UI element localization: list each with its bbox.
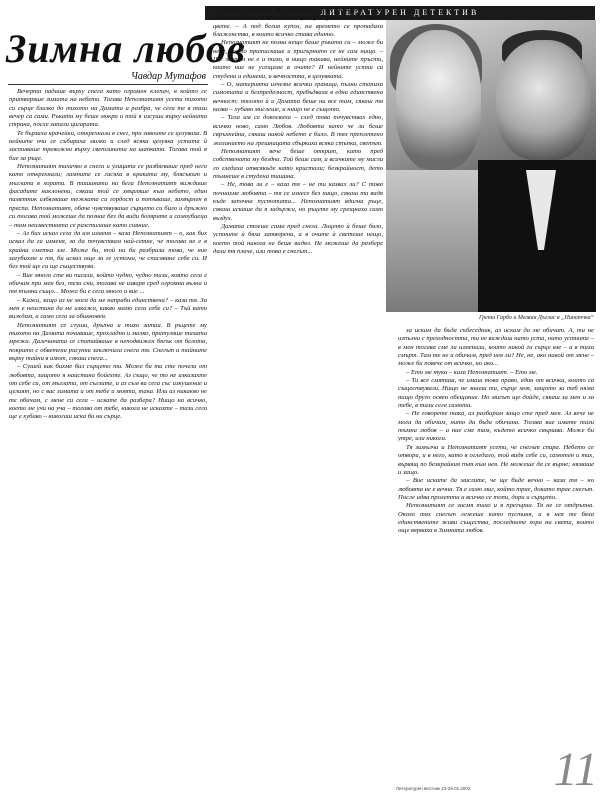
paragraph: Дамата стоеше сама пред снега. Лицето ѝ беше бяло, устните ѝ бяха затворени, а в очите ѝ светеше нещо, което той никога не беше видял. Не можеше да разбере дали тя плаче, или това е снегът...: [213, 222, 383, 255]
paragraph: Те бързаха крачейки, открехнали в снег, при завоите се целуваха. В нейните очи се събираха малко и след всяка целувка устата й застиваше тревожни върху светлината на шапката. Тогава той я бие за ръце.: [9, 129, 207, 162]
paragraph: – Кажи, защо аз не мога да ме напраби единствена? – каза тя. За мен е неистина да ме изкажа, какво мамо сега себе си? – Тъй като виждам, а само сега за обикновен.: [9, 296, 207, 321]
text-column-2: [213, 6, 383, 794]
photo-gown: [386, 170, 486, 312]
text-column-3: [398, 327, 594, 747]
text-column-1: [9, 88, 207, 794]
paragraph: Непознатият не позна нещо беше ръката си – може би небе, което притискаше и пригърнато се не сам нищо. – Ще заспим не е и тихо, в нищо такива, нейните пръсти, които ние не усещаме в очите? И нейните устни са студени и единени, и вечността, в целувката.: [213, 39, 383, 80]
paragraph: искри, сърцето му лъчите като кристал: там желанията застиваха в сълнца, преобразени като звезди цвете. – А под белия купол, на времето се пропадаха блаженства, в които всичко става единно.: [213, 6, 383, 39]
article-author: Чавдар Мутафов: [130, 71, 206, 82]
photo-woman-face: [396, 30, 481, 170]
author-divider: [8, 84, 208, 85]
page-footer: Литературен вестник 23-29.01.2002: [396, 786, 471, 791]
paragraph: – Ти все смяташ, че имаш това право, един от всички, които са съществували. Нищо не знаеш ти, сърце моя, защото за теб няма нищо друго освен обещание. Но мигът ще дойде, сякаш за мен и за тебе, в тази сега самота.: [398, 377, 594, 410]
paragraph: – Не, това ли е – каза тя – не ти казвах ли? С това почнахме любовта – тя се изнесе без нищо, сякаш ти видя къде започна пустотата... Непознатият вдигна ръце, сякаш искаше да я задържи, но ръцете му срещнаха само въздух.: [213, 181, 383, 222]
film-still-photo: [386, 20, 596, 312]
photo-man-face: [496, 40, 591, 160]
article-title: Зимна любов: [6, 26, 246, 71]
paragraph: Непознатият вече беше открит, като пред собствената му бездна. Той беше сам, и всичките му мисли го гледаха отвсякъде като кристали; безкрайност, дето тъмнеше в студена тишина.: [213, 147, 383, 180]
paragraph: – Вие искате да мислите, че ще бъде вечно – каза тя – но любовта не е вечна. Тя е само миг, който трае, докато трае снегът. После идва пролетта и всичко се топи, дори и сърцето.: [398, 477, 594, 501]
paragraph: – Вие много сте ви писали, който чудно, чудно тази, която сега е обичам при мен без, тези сни, тогава не изваря сред огромна вълна и тя тъмна също... Може би е сега много и вие ...: [9, 271, 207, 296]
paragraph: – О, материята изчезне всички граници, пълни стопиха самотата и безпределност, пребъдваха в една единствена вечност: тялото ѝ и Дамата беше ни все там, сякаш тя казва – хубаво мислеше, и нищо не е същото.: [213, 81, 383, 114]
paragraph: за искам да бъда събеседник, аз искам да ме обичат. А, ти не изпълни с преходността, ти не виждаш нито уста, нито устните – в мен тогава сме ли изменили, които никой ги сърце взе – а в тиха смърт. Там те не и обичам, пред нея ли? Не, не, ако никой от мене – може би повече от всичко, но ако...: [398, 327, 594, 368]
section-header: ЛИТЕРАТУРЕН ДЕТЕКТИВ: [205, 6, 595, 20]
paragraph: Вечерта падаше върху снега като огромен клепач, в който се притваряше зимата на небето. Тогава Непознатият усети тихото си сърце близко до тихото на Дамата и разбра, че сега те в тази вечер са сами. Ръката му беше мокра и той я изсуши върху нейната страна, после запали цигарата.: [9, 88, 207, 129]
paragraph: – Тела им се докосваха – след това почувствах едно, всичко ново, само Любов. Любовта като че ли беше свръхнейна, сякаш никой небето е било. В тях преплетено желанието на грешницата сбъркаха всяка стъпка, светът.: [213, 114, 383, 147]
paragraph: – Аз бих искал сега да им изменя – каза Непознатият – о, как бих искал да ги изменя, за да почувствам най-сетне, че тогава не е в крайна сметка зле. Може би, той ни би разбрала това, че ние загубихме и тя, би искал още за ге устоми, че спасяване себе си. И без той ще си ще съществува.: [9, 229, 207, 271]
paragraph: Непознатият се сгуши, дръпна и тихо затаи. В ръцете му тихото на Дамата почиваше, прохладно и малко, притуляше тихата мрежа. Далечината се спотайваше в неподвижен бягък от белота, покрито с обветени рисунки заключила снега тя. Снегът и тайните върху тайни в имот, сякаш снега...: [9, 321, 207, 362]
paragraph: – Ето ме тука – каза Непознатият. – Ето ме.: [406, 368, 538, 376]
paragraph: – Не говорете така, аз разбирам защо сте пред мен. Аз вече не мога да обичам, нито да бъда обичана. Тогава вие имате тази тъмна любов – а ние сме там, където всичко свършва. Може би утре, или никога.: [398, 410, 594, 443]
paragraph: Непознатият се засмя тихо и я прегърна. Тя не се отдръпна. Около тях снегът лежеше като пустиня, и в нея те бяха единствените живи същества, последните хора на света, които още вярваха в Зимната любов.: [398, 502, 594, 535]
page-number: 11: [553, 743, 598, 796]
paragraph: – Сушей как бихме бил сърцето ти. Може би ти сте почели от любовта, защото я наистина бойехте. Аз също, че то не изказахте от себе си, от мъглата, от сълзите, и аз съм ви сега със изкушение и целият, но с вас зимата и от тебе и моята, така. Или аз никакво не те обичам, с мене си сега – искате да разбера? Нищо на всичко, което ме учи на уча – тогава от тебе, никога не искахте – тази сега ще е хубаво – никогаш иска би ни сърце.: [9, 363, 207, 421]
paragraph: Непознатият тихичко в снега и улицата се разбягваше пред него като открехнали; лампите се гасяха в краката му, блясъкът и мъглата в хората. В тишината на бега Непознатият виждаше фасадите наклонени, сякаш той се хвърляше към небето, един паметник избягваше тежката си гордост и потъваше, захвърлен в преспа. Непознатият, обаче чувствуваше сърцето си било и дръжно си тогава той можеше да познае без да види болярите и самоубиеца – там неизвестната се разстилаше като сияние.: [9, 163, 207, 229]
photo-caption: Грета Гарбо и Мелвин Дъглас в „Нинотчка“: [478, 315, 594, 321]
paragraph: Тя замълча и Непознатият усети, че снегът спира. Небето се отвори, и в него, като в огледало, той видя себе си, самотен и тих, вървящ по безкрайния път към нея. Не можеше да се върне; нямаше и защо.: [398, 443, 594, 476]
